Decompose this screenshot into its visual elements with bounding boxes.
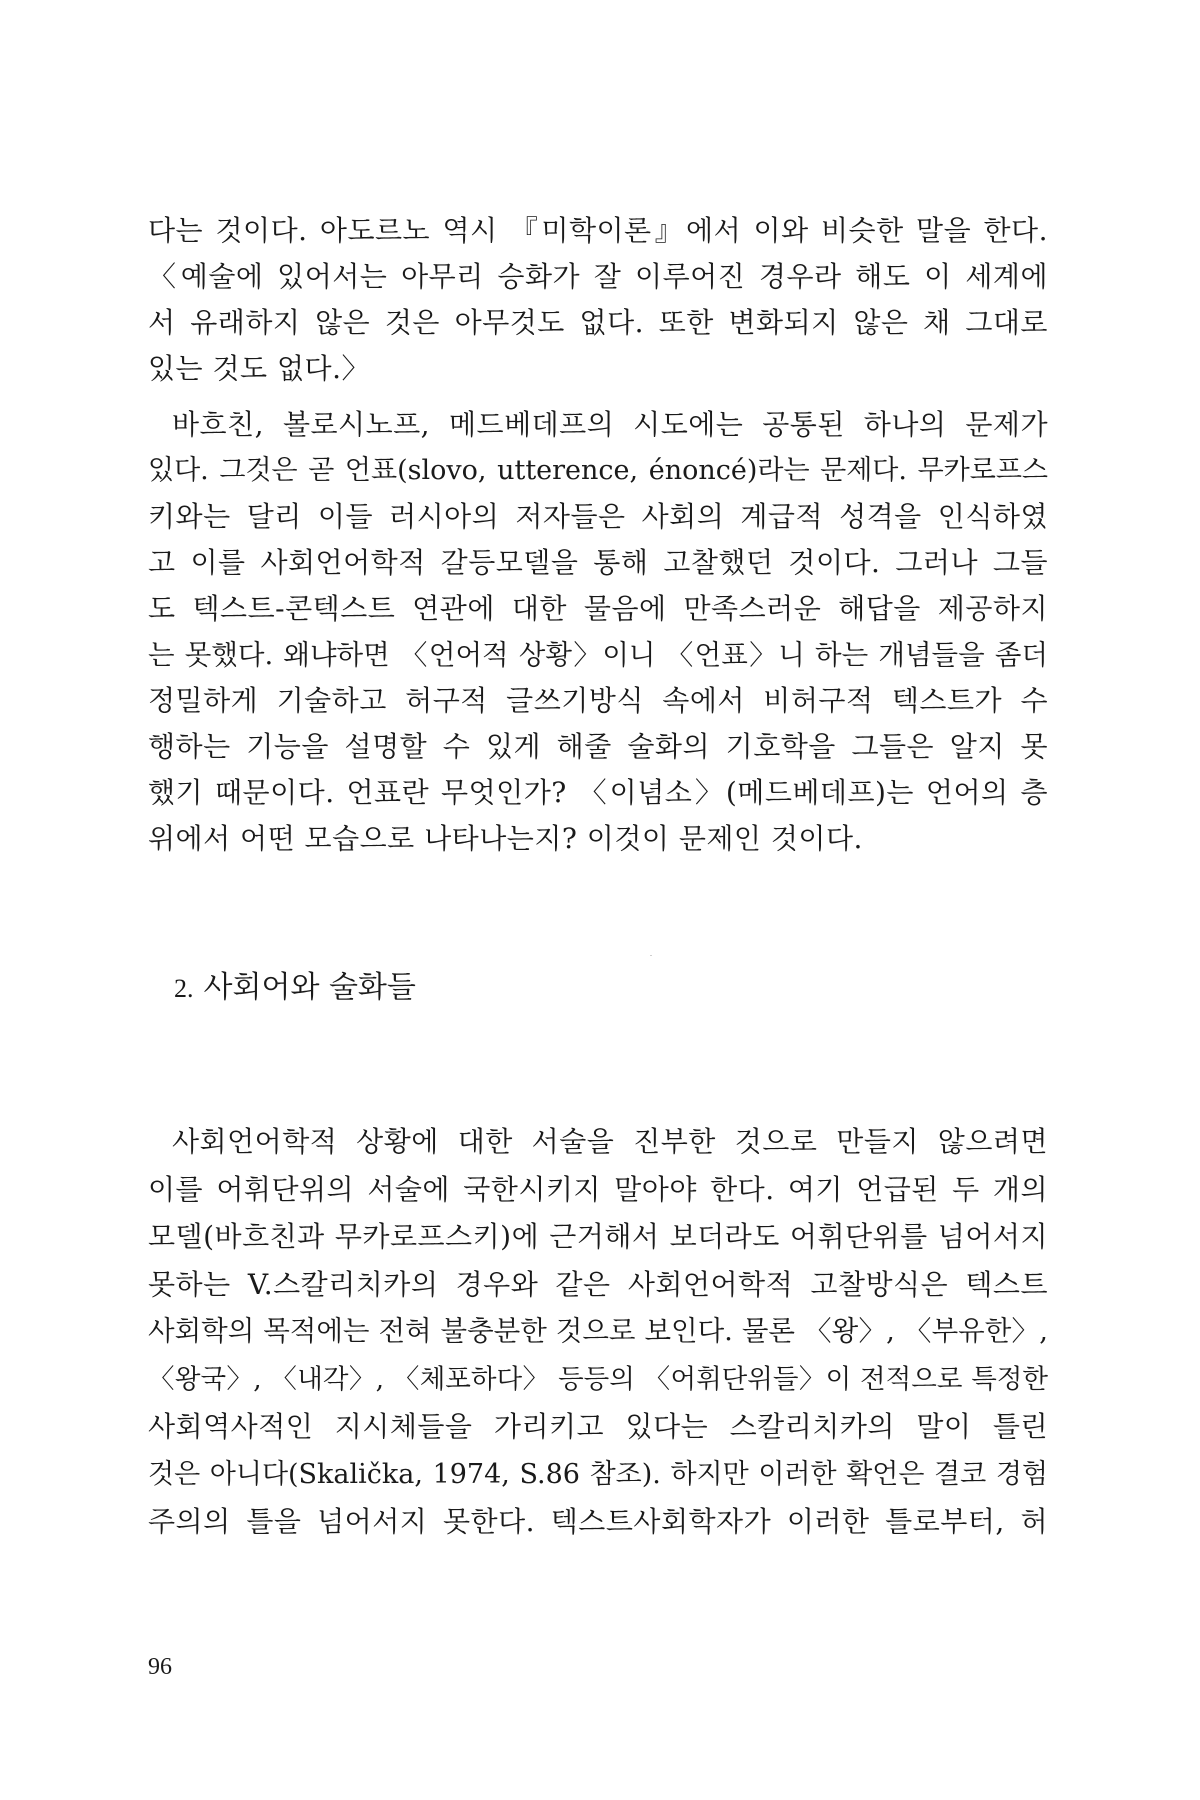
text-line: 못하는 V.스칼리치카의 경우와 같은 사회언어학적 고찰방식은 텍스트 — [148, 1267, 1048, 1301]
text-line: 바흐친, 볼로시노프, 메드베데프의 시도에는 공통된 하나의 문제가 — [172, 408, 1048, 441]
text-line: 행하는 기능을 설명할 수 있게 해줄 술화의 기호학을 그들은 알지 못 — [148, 730, 1048, 763]
text-line: 서 유래하지 않은 것은 아무것도 없다. 또한 변화되지 않은 채 그대로 — [148, 306, 1048, 339]
text-line: 모델(바흐친과 무카로프스키)에 근거해서 보더라도 어휘단위를 넘어서지 — [148, 1220, 1048, 1253]
text-line: 〈예술에 있어서는 아무리 승화가 잘 이루어진 경우라 해도 이 세계에 — [148, 260, 1048, 293]
text-line: 이를 어휘단위의 서술에 국한시키지 말아야 한다. 여기 언급된 두 개의 — [148, 1172, 1048, 1206]
section-number: 2. — [174, 974, 194, 1003]
text-line: 다는 것이다. 아도르노 역시 『미학이론』에서 이와 비슷한 말을 한다. — [148, 214, 1048, 247]
text-line: 주의의 틀을 넘어서지 못한다. 텍스트사회학자가 이러한 틀로부터, 허 — [148, 1505, 1048, 1538]
scan-speck — [650, 955, 652, 956]
paragraph-2 — [148, 402, 1048, 862]
text-line: 〈왕국〉, 〈내각〉, 〈체포하다〉 등등의 〈어휘단위들〉이 전적으로 특정한 — [148, 1363, 1048, 1395]
text-line: 했기 때문이다. 언표란 무엇인가? 〈이념소〉(메드베데프)는 언어의 층 — [148, 776, 1048, 809]
section-heading — [174, 968, 416, 1009]
paragraph-3 — [148, 1118, 1048, 1546]
text-line: 도 텍스트-콘텍스트 연관에 대한 물음에 만족스러운 해답을 제공하지 — [148, 592, 1048, 625]
text-line: 는 못했다. 왜냐하면 〈언어적 상황〉이니 〈언표〉니 하는 개념들을 좀더 — [148, 639, 1048, 671]
text-line: 있다. 그것은 곧 언표(slovo, utterence, énoncé)라는 문제다. 무카로프스 — [148, 455, 1048, 486]
text-line: 사회역사적인 지시체들을 가리키고 있다는 스칼리치카의 말이 틀린 — [148, 1410, 1048, 1443]
text-line: 것은 아니다(Skalička, 1974, S.86 참조). 하지만 이러한 확언은 결코 경험 — [148, 1458, 1048, 1490]
text-line: 사회학의 목적에는 전혀 불충분한 것으로 보인다. 물론 〈왕〉, 〈부유한〉, — [148, 1315, 1048, 1347]
page-number: 96 — [148, 1654, 172, 1680]
text-line: 위에서 어떤 모습으로 나타나는지? 이것이 문제인 것이다. — [148, 822, 863, 855]
section-title: 사회어와 술화들 — [203, 970, 416, 1005]
text-line: 있는 것도 없다.〉 — [148, 352, 370, 385]
text-line: 키와는 달리 이들 러시아의 저자들은 사회의 계급적 성격을 인식하였 — [148, 500, 1048, 533]
paragraph-1 — [148, 208, 1048, 392]
text-line: 고 이를 사회언어학적 갈등모델을 통해 고찰했던 것이다. 그러나 그들 — [148, 546, 1048, 579]
text-line: 정밀하게 기술하고 허구적 글쓰기방식 속에서 비허구적 텍스트가 수 — [148, 684, 1048, 717]
text-line: 사회언어학적 상황에 대한 서술을 진부한 것으로 만들지 않으려면 — [172, 1125, 1048, 1158]
